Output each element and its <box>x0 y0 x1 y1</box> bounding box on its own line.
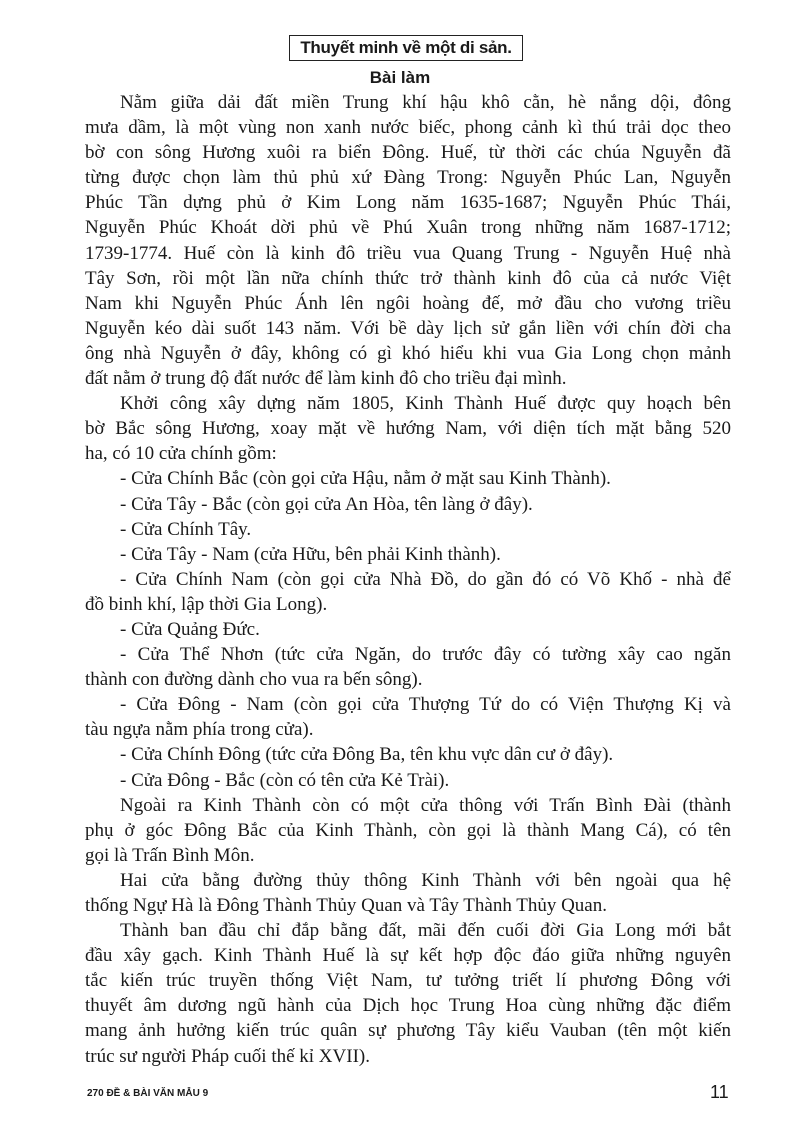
section-title: Thuyết minh về một di sản. <box>289 35 523 61</box>
text-line: Nam khi Nguyễn Phúc Ánh lên ngôi hoàng đế, mở đầu cho vương triều <box>85 292 731 314</box>
text-line: bờ con sông Hương xuôi ra biển Đông. Huế, từ thời các chúa Nguyễn đã <box>85 142 731 164</box>
text-line: - Cửa Chính Tây. <box>120 518 252 540</box>
text-line: phụ ở góc Đông Bắc của Kinh Thành, còn gọi là thành Mang Cá), có tên <box>85 819 731 841</box>
book-title-footer: 270 ĐỀ & BÀI VĂN MẪU 9 <box>87 1088 209 1099</box>
text-line: Nguyễn kéo dài suốt 143 năm. Với bề dày lịch sử gắn liền với chín đời cha <box>85 317 731 339</box>
text-line: - Cửa Thể Nhơn (tức cửa Ngăn, do trước đây có tường xây cao ngăn <box>120 644 731 666</box>
text-line: - Cửa Chính Đông (tức cửa Đông Ba, tên khu vực dân cư ở đây). <box>120 744 614 766</box>
text-line: - Cửa Tây - Nam (cửa Hữu, bên phải Kinh thành). <box>120 543 501 565</box>
text-line: Nguyễn Phúc Khoát dời phủ về Phú Xuân trong những năm 1687-1712; <box>85 217 731 239</box>
text-line: - Cửa Chính Bắc (còn gọi cửa Hậu, nằm ở mặt sau Kinh Thành). <box>120 468 611 490</box>
text-line: - Cửa Tây - Bắc (còn gọi cửa An Hòa, tên làng ở đây). <box>120 493 533 515</box>
text-line: - Cửa Đông - Nam (còn gọi cửa Thượng Tứ do có Viện Thượng Kị và <box>120 694 731 716</box>
text-line: trúc sư người Pháp cuối thế kỉ XVII). <box>85 1045 370 1067</box>
text-line: tắc kiến trúc truyền thống Việt Nam, tư tưởng triết lí phương Đông với <box>85 970 731 992</box>
text-line: từng được chọn làm thủ phủ xứ Đàng Trong: Nguyễn Phúc Lan, Nguyễn <box>85 167 731 189</box>
text-line: thống Ngự Hà là Đông Thành Thủy Quan và Tây Thành Thủy Quan. <box>85 895 607 916</box>
text-line: Hai cửa bằng đường thủy thông Kinh Thành với bên ngoài qua hệ <box>120 869 731 891</box>
text-line: Phúc Tần dựng phủ ở Kim Long năm 1635-1687; Nguyễn Phúc Thái, <box>85 192 731 214</box>
text-line: mang ảnh hưởng kiến trúc quân sự phương Tây kiểu Vauban (tên một kiến <box>85 1020 731 1042</box>
text-line: thuyết âm dương ngũ hành của Dịch học Trung Hoa cùng những đặc điểm <box>85 995 731 1017</box>
body-text <box>85 90 731 1069</box>
text-line: - Cửa Đông - Bắc (còn có tên cửa Kẻ Trài). <box>120 769 450 791</box>
text-line: Ngoài ra Kinh Thành còn có một cửa thông với Trấn Bình Đài (thành <box>120 794 731 816</box>
text-line: Khởi công xây dựng năm 1805, Kinh Thành Huế được quy hoạch bên <box>120 393 731 415</box>
text-line: - Cửa Chính Nam (còn gọi cửa Nhà Đồ, do gần đó có Võ Khố - nhà để <box>120 568 731 590</box>
text-line: mưa dầm, là một vùng non xanh nước biếc, phong cảnh kì thú trải dọc theo <box>85 117 731 139</box>
text-line: đất nằm ở trung độ đất nước để làm kinh đô cho triều đại mình. <box>85 368 567 390</box>
text-line: Nằm giữa dải đất miền Trung khí hậu khô cằn, hè nắng dội, đông <box>120 92 731 113</box>
text-line: 1739-1774. Huế còn là kinh đô triều vua Quang Trung - Nguyễn Huệ nhà <box>85 242 731 264</box>
text-line: - Cửa Quảng Đức. <box>120 618 260 640</box>
text-line: đầu xây gạch. Kinh Thành Huế là sự kết hợp độc đáo giữa những nguyên <box>85 945 731 967</box>
subtitle: Bài làm <box>369 68 431 87</box>
text-line: ông nhà Nguyễn ở đây, không có gì khó hiểu khi vua Gia Long chọn mảnh <box>85 342 731 364</box>
text-line: tàu ngựa nằm phía trong cửa). <box>85 719 314 741</box>
text-line: đồ binh khí, lập thời Gia Long). <box>85 593 328 615</box>
text-line: Tây Sơn, rồi một lần nữa chính thức trở thành kinh đô của cả nước Việt <box>85 267 731 289</box>
text-line: bờ Bắc sông Hương, xoay mặt về hướng Nam, với diện tích mặt bằng 520 <box>85 418 731 440</box>
text-line: gọi là Trấn Bình Môn. <box>85 844 255 866</box>
text-line: Thành ban đầu chỉ đắp bằng đất, mãi đến cuối đời Gia Long mới bắt <box>120 920 731 942</box>
page-number: 11 <box>710 1082 729 1102</box>
text-line: thành con đường dành cho vua ra bến sông). <box>85 669 423 691</box>
text-line: ha, có 10 cửa chính gồm: <box>85 443 277 465</box>
